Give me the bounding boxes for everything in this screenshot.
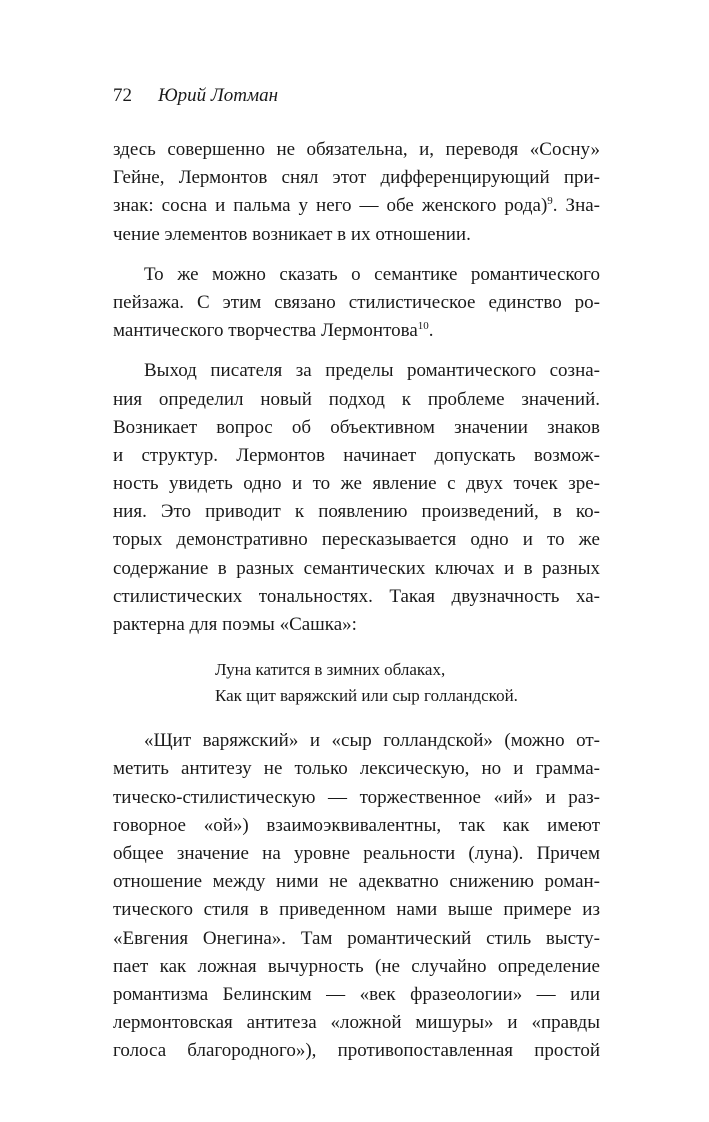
text-fragment: мантического творчества Лермонтова: [113, 320, 418, 342]
text-line: общее значение на уровне реальности (луна). Причем: [113, 842, 600, 864]
text-line: содержание в разных семантических ключах и в разных: [113, 557, 600, 579]
text-line: чение элементов возникает в их отношении.: [113, 223, 471, 245]
text-line: стилистических тональностях. Такая двузначность ха-: [113, 585, 600, 607]
page-number: 72: [113, 85, 132, 106]
text-line: лермонтовская антитеза «ложной мишуры» и «правды: [113, 1012, 600, 1034]
text-line: [113, 317, 600, 345]
footnote-marker: 10: [417, 320, 429, 333]
text-line: «Евгения Онегина». Там романтический стиль высту-: [113, 927, 600, 949]
footnote-marker: 9: [547, 195, 553, 208]
text-line: Гейне, Лермонтов снял этот дифференцирующий при-: [113, 167, 600, 189]
text-line: говорное «ой») взаимоэквивалентны, так как имеют: [113, 814, 600, 836]
text-line: романтизма Белинским — «век фразеологии» — или: [113, 983, 600, 1005]
text-line: ния. Это приводит к появлению произведений, в ко-: [113, 501, 600, 523]
text-fragment: . Зна-: [552, 195, 600, 217]
paragraph-2: [113, 261, 600, 346]
verse-line: Как щит варяжский или сыр голландской.: [215, 686, 518, 706]
text-line: пейзажа. С этим связано стилистическое единство ро-: [113, 291, 600, 313]
text-line: ния определил новый подход к проблеме значений.: [113, 388, 600, 410]
text-line: метить антитезу не только лексическую, но и грамма-: [113, 758, 600, 780]
running-author: Юрий Лотман: [158, 85, 279, 106]
paragraph-1: [113, 136, 600, 249]
verse-quote: [113, 657, 600, 709]
text-line: отношение между ними не адекватно снижению роман-: [113, 871, 600, 893]
book-page: [113, 82, 600, 1065]
text-line: «Щит варяжский» и «сыр голландской» (можно от-: [144, 730, 600, 752]
text-line: Выход писателя за пределы романтического созна-: [144, 360, 600, 382]
text-line: [113, 192, 600, 220]
text-fragment: знак: сосна и пальма у него — обе женского рода): [113, 195, 548, 217]
text-line: пает как ложная вычурность (не случайно определение: [113, 955, 600, 977]
text-line: тическо-стилистическую — торжественное «ий» и раз-: [113, 786, 600, 808]
running-header: [113, 82, 600, 110]
verse-line: Луна катится в зимних облаках,: [215, 660, 446, 680]
text-line: ность увидеть одно и то же явление с двух точек зре-: [113, 473, 600, 495]
text-line: торых демонстративно пересказывается одно и то же: [113, 529, 600, 551]
text-fragment: .: [428, 320, 434, 342]
paragraph-3: [113, 357, 600, 639]
text-line: и структур. Лермонтов начинает допускать возмож-: [113, 444, 600, 466]
text-line: здесь совершенно не обязательна, и, переводя «Сосну»: [113, 139, 600, 160]
text-line: голоса благородного»), противопоставленная простой: [113, 1040, 600, 1062]
text-line: То же можно сказать о семантике романтического: [144, 263, 600, 285]
text-line: тического стиля в приведенном нами выше примере из: [113, 899, 600, 921]
paragraph-4: [113, 727, 600, 1065]
text-line: Возникает вопрос об объективном значении знаков: [113, 416, 600, 438]
text-line: рактерна для поэмы «Сашка»:: [113, 614, 357, 635]
